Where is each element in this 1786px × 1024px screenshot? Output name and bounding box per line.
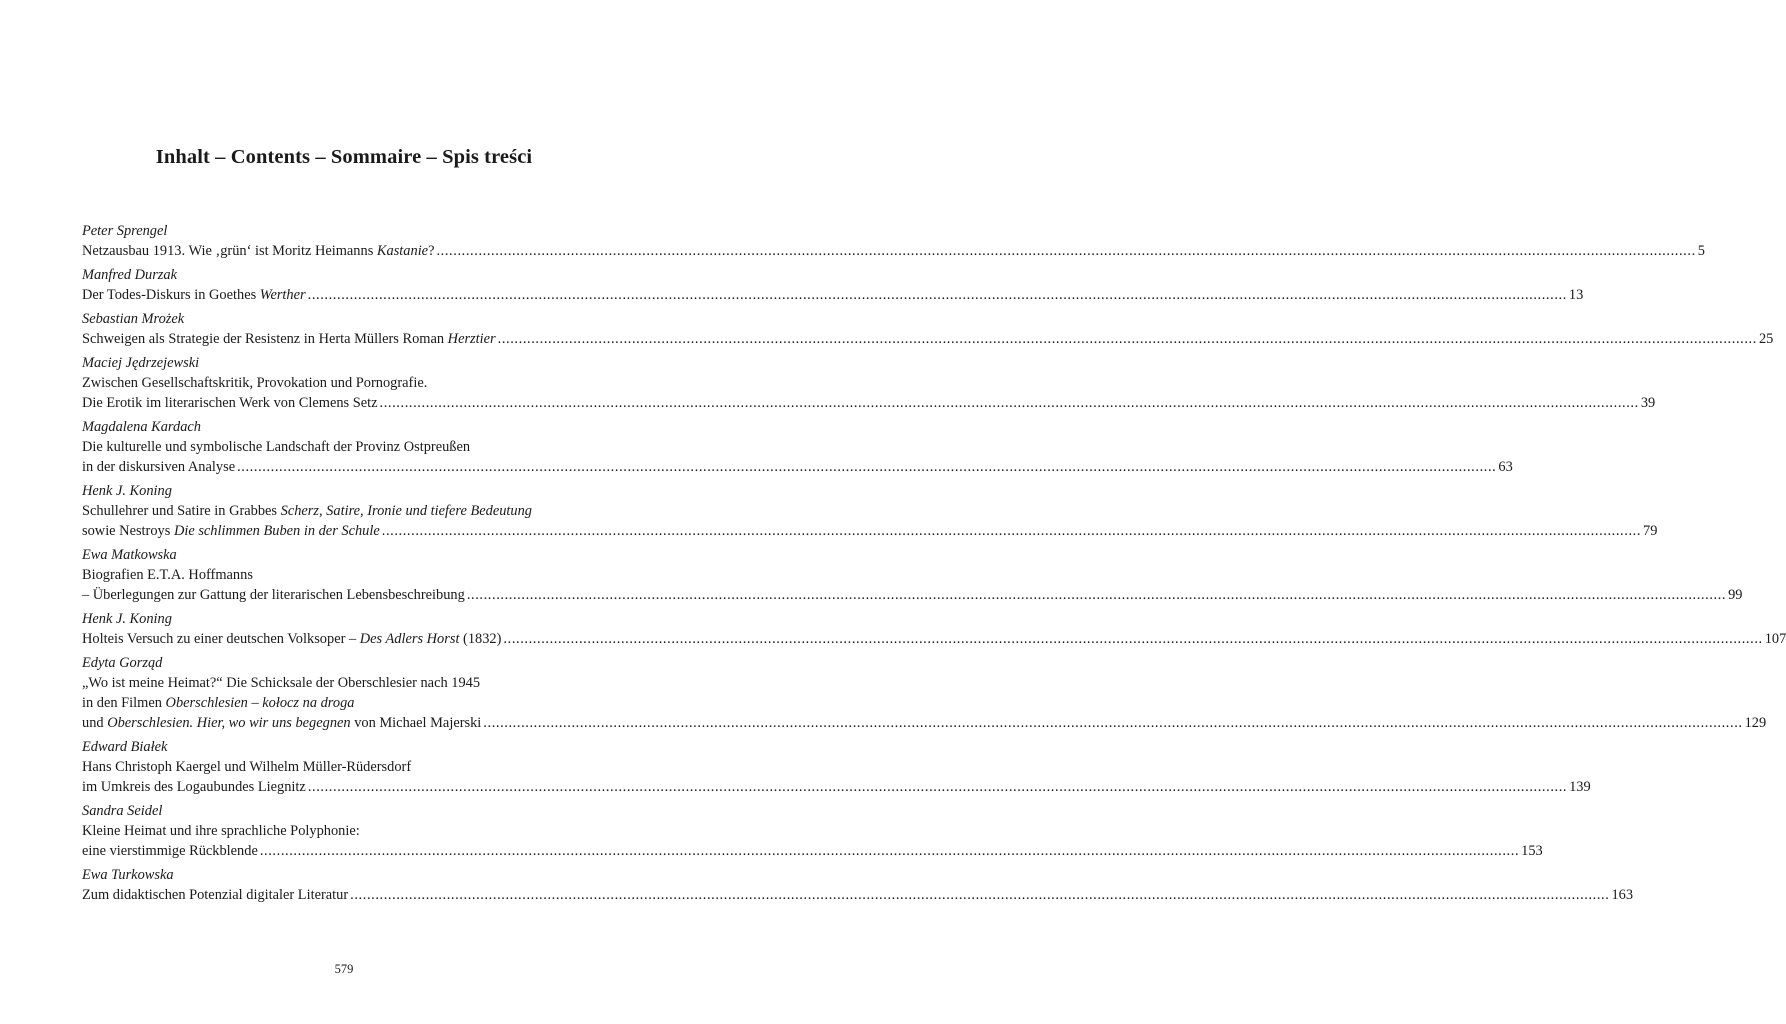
toc-author: Maciej Jędrzejewski [82,355,200,371]
toc-leader-dots: ............................................................................................................................................................................................................................................................................................................ [307,779,1568,795]
toc-page-number: 139 [1569,779,1591,795]
toc-title-segment: eine vierstimmige Rückblende [82,843,258,859]
page-number: 579 [334,962,354,976]
toc-title-line-last [82,629,1786,649]
toc-title-segment: ? [428,243,435,259]
toc-author: Henk J. Koning [82,483,172,499]
toc-title-text [82,329,496,349]
toc-page-number: 25 [1758,331,1774,347]
toc-title-line [82,693,608,713]
toc-title-text [82,285,306,305]
toc-title-segment: und [82,715,108,731]
toc-entry [82,865,1634,905]
toc-title-line [82,673,608,693]
toc-title-segment: Zum didaktischen Potenzial digitaler Literatur [82,887,349,903]
toc-entry [82,737,1591,797]
toc-page-number: 99 [1728,587,1743,603]
toc-author: Edward Białek [82,739,168,755]
toc-entry [82,545,1743,605]
toc-title-text [82,841,258,861]
toc-entry [82,653,1767,733]
toc-title-segment: „Wo ist meine Heimat?“ Die Schicksale der Oberschlesier nach 1945 [82,675,481,691]
toc-leader-dots: ............................................................................................................................................................................................................................................................................................................ [379,395,1639,411]
table-of-contents [82,221,1786,909]
toc-author: Ewa Matkowska [82,547,177,563]
toc-title-italic: Des Adlers Horst [359,631,460,647]
toc-title-line-last [82,393,1656,413]
toc-title-line-last [82,329,1774,349]
toc-page-number: 5 [1697,243,1705,259]
toc-author: Edyta Gorząd [82,655,163,671]
toc-entry [82,265,1584,305]
toc-leader-dots: ............................................................................................................................................................................................................................................................................................................ [503,631,1763,647]
toc-leader-dots: ............................................................................................................................................................................................................................................................................................................ [307,287,1567,303]
toc-title-segment: Der Todes-Diskurs in Goethes [82,287,260,303]
toc-title-segment: in der diskursiven Analyse [82,459,236,475]
page-title: Inhalt – Contents – Sommaire – Spis treści [155,146,533,168]
toc-page-number: 79 [1643,523,1658,539]
toc-title-segment: sowie Nestroys [82,523,174,539]
toc-page-number: 153 [1521,843,1543,859]
toc-author: Magdalena Kardach [82,419,201,435]
toc-page-number: 63 [1498,459,1513,475]
toc-title-segment: Biografien E.T.A. Hoffmanns [82,567,253,583]
toc-title-segment: Zwischen Gesellschaftskritik, Provokation und Pornografie. [82,375,428,391]
toc-title-italic: Oberschlesien – kołocz na droga [165,695,355,711]
toc-author: Sandra Seidel [82,803,163,819]
toc-title-segment: im Umkreis des Logaubundes Liegnitz [82,779,306,795]
toc-title-segment: (1832) [459,631,502,647]
toc-author: Manfred Durzak [82,267,177,283]
toc-title-line [82,565,608,585]
toc-leader-dots: ............................................................................................................................................................................................................................................................................................................ [483,715,1743,731]
toc-page-number: 13 [1568,287,1584,303]
toc-author: Peter Sprengel [82,223,168,239]
toc-title-text [82,521,380,541]
toc-title-line [82,437,608,457]
toc-title-line-last [82,457,1513,477]
toc-title-line [82,821,608,841]
toc-title-line-last [82,885,1634,905]
toc-author: Henk J. Koning [82,611,172,627]
toc-leader-dots: ............................................................................................................................................................................................................................................................................................................ [237,459,1497,475]
toc-title-italic: Die schlimmen Buben in der Schule [173,523,380,539]
toc-title-segment: von Michael Majerski [350,715,482,731]
toc-entry [82,417,1513,477]
toc-title-line-last [82,241,1705,261]
toc-entry [82,309,1774,349]
toc-title-text [82,885,348,905]
toc-title-segment: Kleine Heimat und ihre sprachliche Polyphonie: [82,823,360,839]
toc-title-segment: Schweigen als Strategie der Resistenz in Herta Müllers Roman [82,331,448,347]
toc-title-line [82,757,608,777]
toc-page-number: 39 [1640,395,1656,411]
toc-title-italic: Scherz, Satire, Ironie und tiefere Bedeutung [280,503,532,519]
toc-title-segment: Schullehrer und Satire in Grabbes [82,503,281,519]
toc-title-italic: Werther [259,287,306,303]
toc-leader-dots: ............................................................................................................................................................................................................................................................................................................ [259,843,1520,859]
toc-page-number: 163 [1611,887,1634,903]
toc-title-line-last [82,521,1658,541]
toc-leader-dots: ............................................................................................................................................................................................................................................................................................................ [497,331,1757,347]
toc-title-line-last [82,713,1767,733]
toc-author: Ewa Turkowska [82,867,174,883]
toc-title-text [82,777,306,797]
toc-entry [82,481,1658,541]
toc-leader-dots: ............................................................................................................................................................................................................................................................................................................ [350,887,1610,903]
toc-author: Sebastian Mrożek [82,311,185,327]
toc-page-number: 129 [1744,715,1767,731]
toc-title-text [82,457,235,477]
toc-title-line-last [82,777,1591,797]
toc-title-segment: Holteis Versuch zu einer deutschen Volksoper – [82,631,360,647]
toc-title-segment: in den Filmen [82,695,166,711]
toc-leader-dots: ............................................................................................................................................................................................................................................................................................................ [381,523,1642,539]
toc-title-segment: Hans Christoph Kaergel und Wilhelm Müller-Rüdersdorf [82,759,412,775]
toc-title-text [82,241,434,261]
toc-title-line [82,373,608,393]
toc-title-line-last [82,585,1743,605]
toc-page-number: 107 [1764,631,1786,647]
toc-entry [82,221,1705,261]
toc-leader-dots: ............................................................................................................................................................................................................................................................................................................ [436,243,1696,259]
toc-title-line-last [82,841,1543,861]
toc-title-italic: Kastanie [376,243,429,259]
toc-entry [82,609,1786,649]
toc-title-segment: – Überlegungen zur Gattung der literarischen Lebensbeschreibung [82,587,465,603]
toc-title-line [82,501,608,521]
toc-title-text [82,585,465,605]
toc-title-text [82,713,481,733]
toc-entry [82,353,1656,413]
toc-title-segment: Netzausbau 1913. Wie ‚grün‘ ist Moritz Heimanns [82,243,377,259]
toc-title-italic: Herztier [447,331,496,347]
toc-leader-dots: ............................................................................................................................................................................................................................................................................................................ [466,587,1727,603]
toc-title-segment: Die Erotik im literarischen Werk von Clemens Setz [82,395,378,411]
toc-title-line-last [82,285,1584,305]
toc-entry [82,801,1543,861]
toc-title-italic: Oberschlesien. Hier, wo wir uns begegnen [107,715,351,731]
toc-title-segment: Die kulturelle und symbolische Landschaft der Provinz Ostpreußen [82,439,471,455]
toc-title-text [82,629,501,649]
toc-title-text [82,393,378,413]
